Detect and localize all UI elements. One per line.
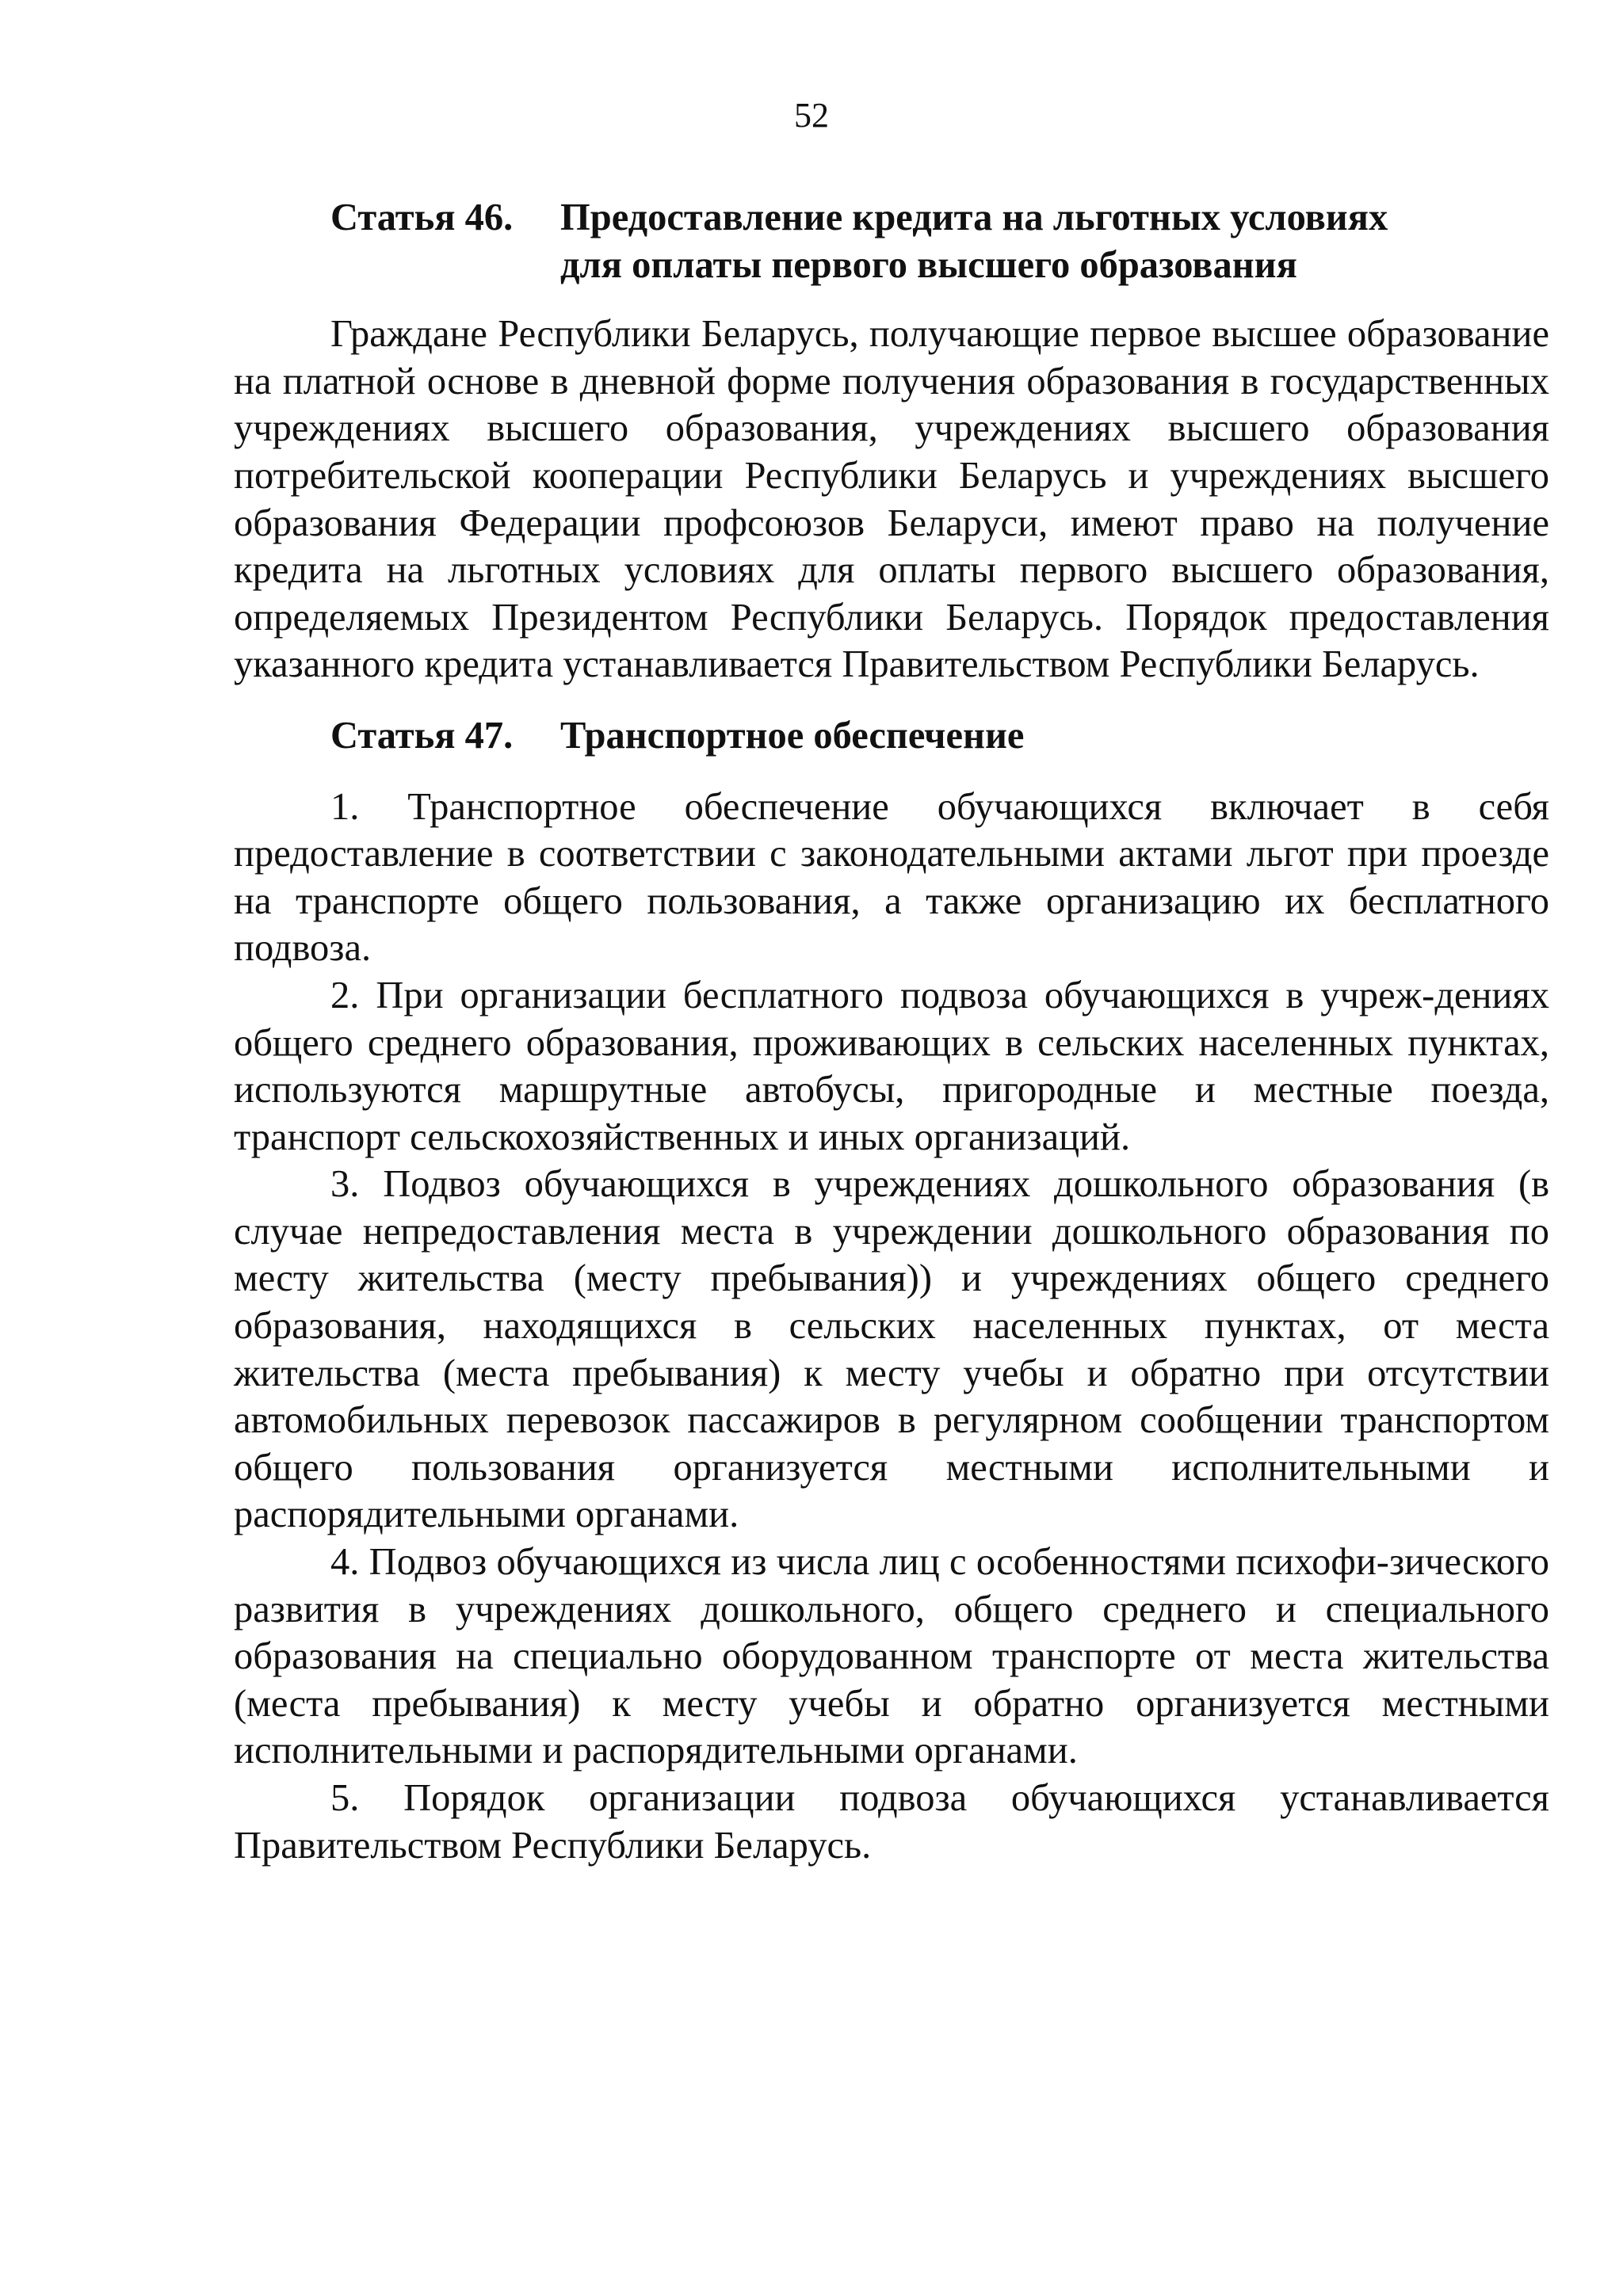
article-46-number: Статья 46. (330, 196, 514, 238)
article-46-paragraph: Граждане Республики Беларусь, получающие первое высшее образование на платной основе в дневной форме получения образования в государственных учреждениях высшего образования, учреждениях высшего образования потребительской кооперации Республики Беларусь и учреждениях высшего образования Федерации профсоюзов Беларуси, имеют право на получение кредита на льготных условиях для оплаты первого высшего образования, определяемых Президентом Республики Беларусь. Порядок предоставления указанного кредита устанавливается Правительством Республики Беларусь. (234, 313, 1549, 686)
article-47-item-5: 5. Порядок организации подвоза обучающихся устанавливается Правительством Республики Беларусь. (234, 1777, 1549, 1867)
article-46-title-line1: Предоставление кредита на льготных условиях (560, 196, 1388, 238)
article-47-item-1: 1. Транспортное обеспечение обучающихся включает в себя предоставление в соответствии с законодательными актами льгот при проезде на транспорте общего пользования, а также организацию их бесплатного подвоза. (234, 785, 1549, 970)
article-47-item-2: 2. При организации бесплатного подвоза обучающихся в учреж-дениях общего среднего образования, проживающих в сельских населенных пунктах, используются маршрутные автобусы, пригородные и местные поезда, транспорт сельскохозяйственных и иных организаций. (234, 974, 1549, 1158)
article-47-heading (330, 712, 1549, 760)
page-number: 52 (794, 96, 829, 135)
article-47-item-3: 3. Подвоз обучающихся в учреждениях дошкольного образования (в случае непредоставления места в учреждении дошкольного образования по месту жительства (месту пребывания)) и учреждениях общего среднего образования, находящихся в сельских населенных пунктах, от места жительства (места пребывания) к месту учебы и обратно при отсутствии автомобильных перевозок пассажиров в регулярном сообщении транспортом общего пользования организуется местными исполнительными и распорядительными органами. (234, 1163, 1549, 1536)
article-46-title-line2: для оплаты первого высшего образования (560, 243, 1297, 286)
document-body (234, 194, 1549, 1869)
article-47-title: Транспортное обеспечение (560, 714, 1025, 757)
article-46-heading (330, 194, 1549, 288)
article-47-item-4: 4. Подвоз обучающихся из числа лиц с особенностями психофи-зического развития в учреждениях дошкольного, общего среднего и специального образования на специально оборудованном транспорте от места жительства (места пребывания) к месту учебы и обратно организуется местными исполнительными и распорядительными органами. (234, 1541, 1549, 1772)
article-47-number: Статья 47. (330, 714, 514, 757)
